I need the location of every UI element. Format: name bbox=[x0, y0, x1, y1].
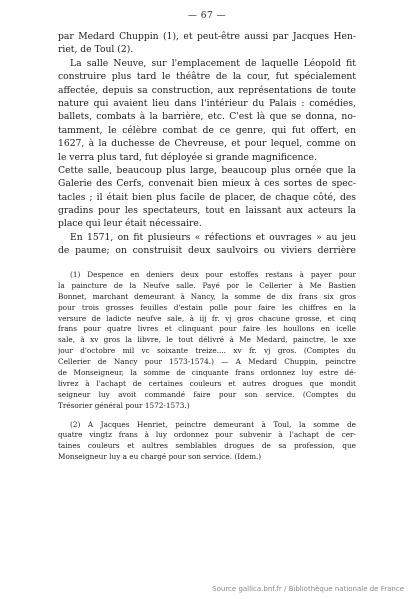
footnote-line: Monseigneur luy a eu chargé pour son service. (Idem.) bbox=[58, 452, 262, 462]
source-credit: Source gallica.bnf.fr / Bibliothèque nationale de France bbox=[212, 585, 404, 593]
footnote-line: versure de ladicte neufve sale, à iij fr. vj gros chacune grosse, et cinq bbox=[58, 313, 356, 323]
text-line: gradins pour les spectateurs, tout en laissant aux acteurs la bbox=[58, 205, 356, 217]
text-line: La salle Neuve, sur l'emplacement de laquelle Léopold fit bbox=[70, 57, 356, 69]
page-number: — 67 — bbox=[187, 11, 227, 21]
footnote-line: (2) A Jacques Henriet, peinctre demeurant à Toul, la somme de bbox=[70, 419, 356, 429]
footnote-line: Cellerier de Nancy pour 1573-1574.) — A Medard Chuppin, peinctre bbox=[58, 357, 356, 367]
footnotes bbox=[58, 270, 356, 463]
footnote-line: taines couleurs et aultres semblables drogues de sa profession, que bbox=[58, 441, 356, 451]
footnote-line: Bonnet, marchant demeurant à Nancy, la somme de dix frans six gros bbox=[58, 291, 356, 301]
text-line: par Medard Chuppin (1), et peut-être aussi par Jacques Hen- bbox=[58, 31, 356, 42]
text-line: tacles ; il était bien plus facile de placer, de chaque côté, des bbox=[58, 191, 356, 203]
footnote-gap bbox=[58, 412, 356, 420]
text-line: tamment, le célèbre combat de ce genre, qui fut offert, en bbox=[58, 124, 356, 136]
text-line: place qui leur était nécessaire. bbox=[58, 218, 202, 230]
footnote-line: Trésorier général pour 1572-1573.) bbox=[58, 400, 190, 410]
text-line: riet, de Toul (2). bbox=[58, 44, 134, 56]
footnote-line: seigneur luy avoit commandé faire pour son service. (Comptes du bbox=[58, 389, 356, 399]
footnote-1 bbox=[58, 270, 356, 412]
footnote-line: sale, à xv gros la libvre, le tout délivré à Me Medard, painctre, le xxe bbox=[58, 335, 356, 345]
text-line: nature qui avaient lieu dans l'intérieur du Palais : comédies, bbox=[58, 97, 356, 109]
footnote-line: pour trois grosses feuilles d'estain polle pour faire les chiffres en la bbox=[58, 302, 356, 312]
footnote-line: jour d'octobre mil vc soixante treize.... xv fr. vj gros. (Comptes du bbox=[58, 346, 356, 356]
text-line: Galerie des Cerfs, convenait bien mieux à ces sortes de spec- bbox=[58, 178, 356, 190]
text-line: affectée, depuis sa construction, aux représentations de toute bbox=[58, 84, 356, 96]
text-line: ballets, combats à la barrière, etc. C'est là que se donna, no- bbox=[58, 111, 356, 123]
text-line: le verra plus tard, fut déployée si grande magnificence. bbox=[58, 151, 317, 163]
text-line: de paume; on construisit deux saulvoirs ou viviers derrière bbox=[58, 245, 356, 257]
footnote-line: (1) Despence en deniers deux pour estoffes restans à payer pour bbox=[70, 270, 356, 279]
footnote-line: frans pour quatre livres et clinquant pour faire les houllons en icelle bbox=[58, 324, 356, 334]
text-line: En 1571, on fit plusieurs « réfections et ouvrages » au jeu bbox=[70, 231, 356, 243]
footnote-line: la paincture de la Neufve salle. Payé por le Cellerier à Me Bastien bbox=[58, 280, 356, 290]
footnote-line: quatre vingtz frans à luy ordonnez pour subvenir à l'achapt de cer- bbox=[58, 430, 356, 440]
text-line: Cette salle, beaucoup plus large, beaucoup plus ornée que la bbox=[58, 164, 356, 176]
main-text bbox=[58, 30, 356, 258]
footnote-line: de Monseigneur, la somme de cinquante frans ordonnez luy estre dé- bbox=[58, 368, 356, 378]
footnote-line: livrez à l'achapt de certaines couleurs et autres drogues que mondit bbox=[58, 378, 356, 388]
footnote-2 bbox=[58, 420, 356, 464]
text-line: construire plus tard le théâtre de la cour, fut spécialement bbox=[58, 71, 356, 83]
text-line: 1627, à la duchesse de Chevreuse, et pour lequel, comme on bbox=[58, 138, 356, 150]
